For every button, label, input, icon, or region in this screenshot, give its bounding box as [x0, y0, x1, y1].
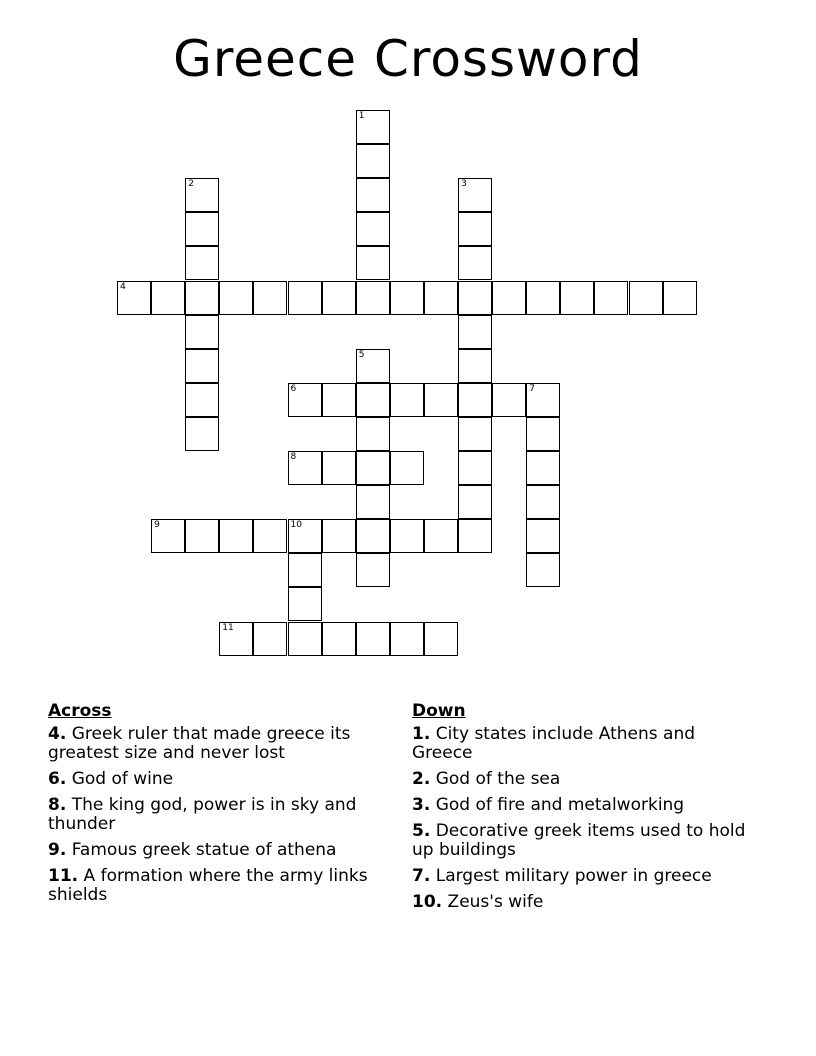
- clue-number: 4: [48, 724, 60, 744]
- grid-cell[interactable]: [322, 451, 356, 485]
- grid-cell[interactable]: [356, 246, 390, 280]
- grid-cell[interactable]: [288, 622, 322, 656]
- clue-text: City states include Athens and Greece: [412, 724, 696, 763]
- grid-cell[interactable]: [526, 519, 560, 553]
- grid-cell[interactable]: [356, 144, 390, 178]
- grid-cell[interactable]: [458, 349, 492, 383]
- clue-text: Greek ruler that made greece its greatest size and never lost: [48, 724, 351, 763]
- grid-cell[interactable]: [185, 417, 219, 451]
- grid-cell[interactable]: [185, 315, 219, 349]
- grid-cell[interactable]: [219, 281, 253, 315]
- clue-text: God of wine: [71, 769, 174, 789]
- clue-across-8: 8. The king god, power is in sky and thunder: [48, 795, 357, 834]
- grid-cell[interactable]: [322, 519, 356, 553]
- grid-cell[interactable]: [458, 212, 492, 246]
- grid-cell[interactable]: [458, 485, 492, 519]
- clue-text: Decorative greek items used to hold up buildings: [412, 821, 746, 860]
- clue-number: 3: [412, 795, 424, 815]
- grid-cell[interactable]: [356, 451, 390, 485]
- grid-cell[interactable]: [458, 451, 492, 485]
- clue-number: 11: [48, 866, 72, 886]
- clue-number: 2: [412, 769, 424, 789]
- grid-cell[interactable]: [356, 519, 390, 553]
- grid-cell[interactable]: [185, 212, 219, 246]
- grid-cell[interactable]: [288, 281, 322, 315]
- grid-cell[interactable]: [356, 622, 390, 656]
- grid-cell[interactable]: [526, 553, 560, 587]
- grid-cell[interactable]: [526, 383, 560, 417]
- grid-cell[interactable]: [390, 383, 424, 417]
- clue-number: 1: [412, 724, 424, 744]
- grid-cell[interactable]: [526, 281, 560, 315]
- grid-cell[interactable]: [185, 349, 219, 383]
- grid-cell[interactable]: [185, 281, 219, 315]
- grid-cell[interactable]: [390, 281, 424, 315]
- clue-down-2: 2. God of the sea: [412, 769, 561, 789]
- grid-cell[interactable]: [219, 519, 253, 553]
- clue-text: Largest military power in greece: [435, 866, 712, 886]
- clue-text: God of fire and metalworking: [435, 795, 685, 815]
- grid-cell[interactable]: [458, 417, 492, 451]
- grid-cell[interactable]: [458, 178, 492, 212]
- clue-text: God of the sea: [435, 769, 561, 789]
- grid-cell[interactable]: [288, 383, 322, 417]
- cell-number: 6: [290, 383, 297, 394]
- grid-cell[interactable]: [492, 383, 526, 417]
- grid-cell[interactable]: [390, 622, 424, 656]
- grid-cell[interactable]: [356, 212, 390, 246]
- cell-number: 5: [358, 349, 365, 360]
- grid-cell[interactable]: [458, 383, 492, 417]
- grid-cell[interactable]: [424, 383, 458, 417]
- grid-cell[interactable]: [492, 281, 526, 315]
- cell-number: 3: [461, 179, 467, 190]
- grid-cell[interactable]: [288, 587, 322, 621]
- clue-text: The king god, power is in sky and thunder: [48, 795, 357, 834]
- cell-number: 1: [358, 111, 365, 121]
- grid-cell[interactable]: [356, 110, 390, 144]
- grid-cell[interactable]: [390, 451, 424, 485]
- grid-cell[interactable]: [424, 281, 458, 315]
- cell-number: 10: [290, 520, 302, 531]
- across-heading: Across: [48, 701, 112, 721]
- clue-number: 8: [48, 795, 60, 815]
- grid-cell[interactable]: [253, 622, 287, 656]
- grid-cell[interactable]: [288, 519, 322, 553]
- grid-cell[interactable]: [526, 451, 560, 485]
- grid-cell[interactable]: [458, 281, 492, 315]
- clue-down-5: 5. Decorative greek items used to hold up buildings: [412, 821, 746, 860]
- clue-across-4: 4. Greek ruler that made greece its greatest size and never lost: [48, 724, 351, 763]
- cell-number: 8: [290, 452, 297, 462]
- grid-cell[interactable]: [253, 281, 287, 315]
- grid-cell[interactable]: [185, 519, 219, 553]
- clue-number: 7: [412, 866, 424, 886]
- grid-cell[interactable]: [526, 485, 560, 519]
- grid-cell[interactable]: [356, 281, 390, 315]
- grid-cell[interactable]: [253, 519, 287, 553]
- grid-cell[interactable]: [526, 417, 560, 451]
- grid-cell[interactable]: [629, 281, 663, 315]
- cell-number: 7: [529, 383, 535, 394]
- grid-cell[interactable]: [356, 553, 390, 587]
- clue-number: 6: [48, 769, 60, 789]
- cell-number: 11: [222, 622, 234, 633]
- grid-cell[interactable]: [458, 246, 492, 280]
- across-clues: [48, 702, 388, 912]
- clue-down-7: 7. Largest military power in greece: [412, 866, 712, 886]
- down-clues: [412, 702, 752, 919]
- grid-cell[interactable]: [356, 178, 390, 212]
- grid-cell[interactable]: [356, 349, 390, 383]
- grid-cell[interactable]: [185, 383, 219, 417]
- clue-text: Famous greek statue of athena: [71, 840, 337, 860]
- clue-number: 9: [48, 840, 60, 860]
- grid-cell[interactable]: [424, 519, 458, 553]
- clue-number: 10: [412, 892, 436, 912]
- grid-cell[interactable]: [185, 246, 219, 280]
- grid-cell[interactable]: [151, 281, 185, 315]
- grid-cell[interactable]: [185, 178, 219, 212]
- clue-down-3: 3. God of fire and metalworking: [412, 795, 685, 815]
- grid-cell[interactable]: [322, 383, 356, 417]
- grid-cell[interactable]: [560, 281, 594, 315]
- clue-number: 5: [412, 821, 424, 841]
- grid-cell[interactable]: [594, 281, 628, 315]
- cell-number: 2: [188, 179, 194, 190]
- grid-cell[interactable]: [424, 622, 458, 656]
- grid-cell[interactable]: [151, 519, 185, 553]
- clue-across-11: 11. A formation where the army links shields: [48, 866, 368, 905]
- clue-down-1: 1. City states include Athens and Greece: [412, 724, 696, 763]
- grid-cell[interactable]: [356, 417, 390, 451]
- grid-cell[interactable]: [356, 383, 390, 417]
- grid-cell[interactable]: [322, 622, 356, 656]
- grid-cell[interactable]: [288, 451, 322, 485]
- grid-cell[interactable]: [322, 281, 356, 315]
- grid-cell[interactable]: [390, 519, 424, 553]
- grid-cell[interactable]: [117, 281, 151, 315]
- page-title: Greece Crossword: [173, 30, 643, 88]
- cell-number: 4: [120, 281, 126, 292]
- clue-across-6: 6. God of wine: [48, 769, 174, 789]
- clue-across-9: 9. Famous greek statue of athena: [48, 840, 337, 860]
- clue-text: A formation where the army links shields: [48, 866, 368, 905]
- grid-cell[interactable]: [663, 281, 697, 315]
- cell-number: 9: [154, 520, 160, 531]
- clue-down-10: 10. Zeus's wife: [412, 892, 544, 912]
- grid-cell[interactable]: [458, 519, 492, 553]
- grid-cell[interactable]: [219, 622, 253, 656]
- grid-cell[interactable]: [356, 485, 390, 519]
- down-heading: Down: [412, 701, 466, 721]
- clue-text: Zeus's wife: [447, 892, 544, 912]
- grid-cell[interactable]: [458, 315, 492, 349]
- grid-cell[interactable]: [288, 553, 322, 587]
